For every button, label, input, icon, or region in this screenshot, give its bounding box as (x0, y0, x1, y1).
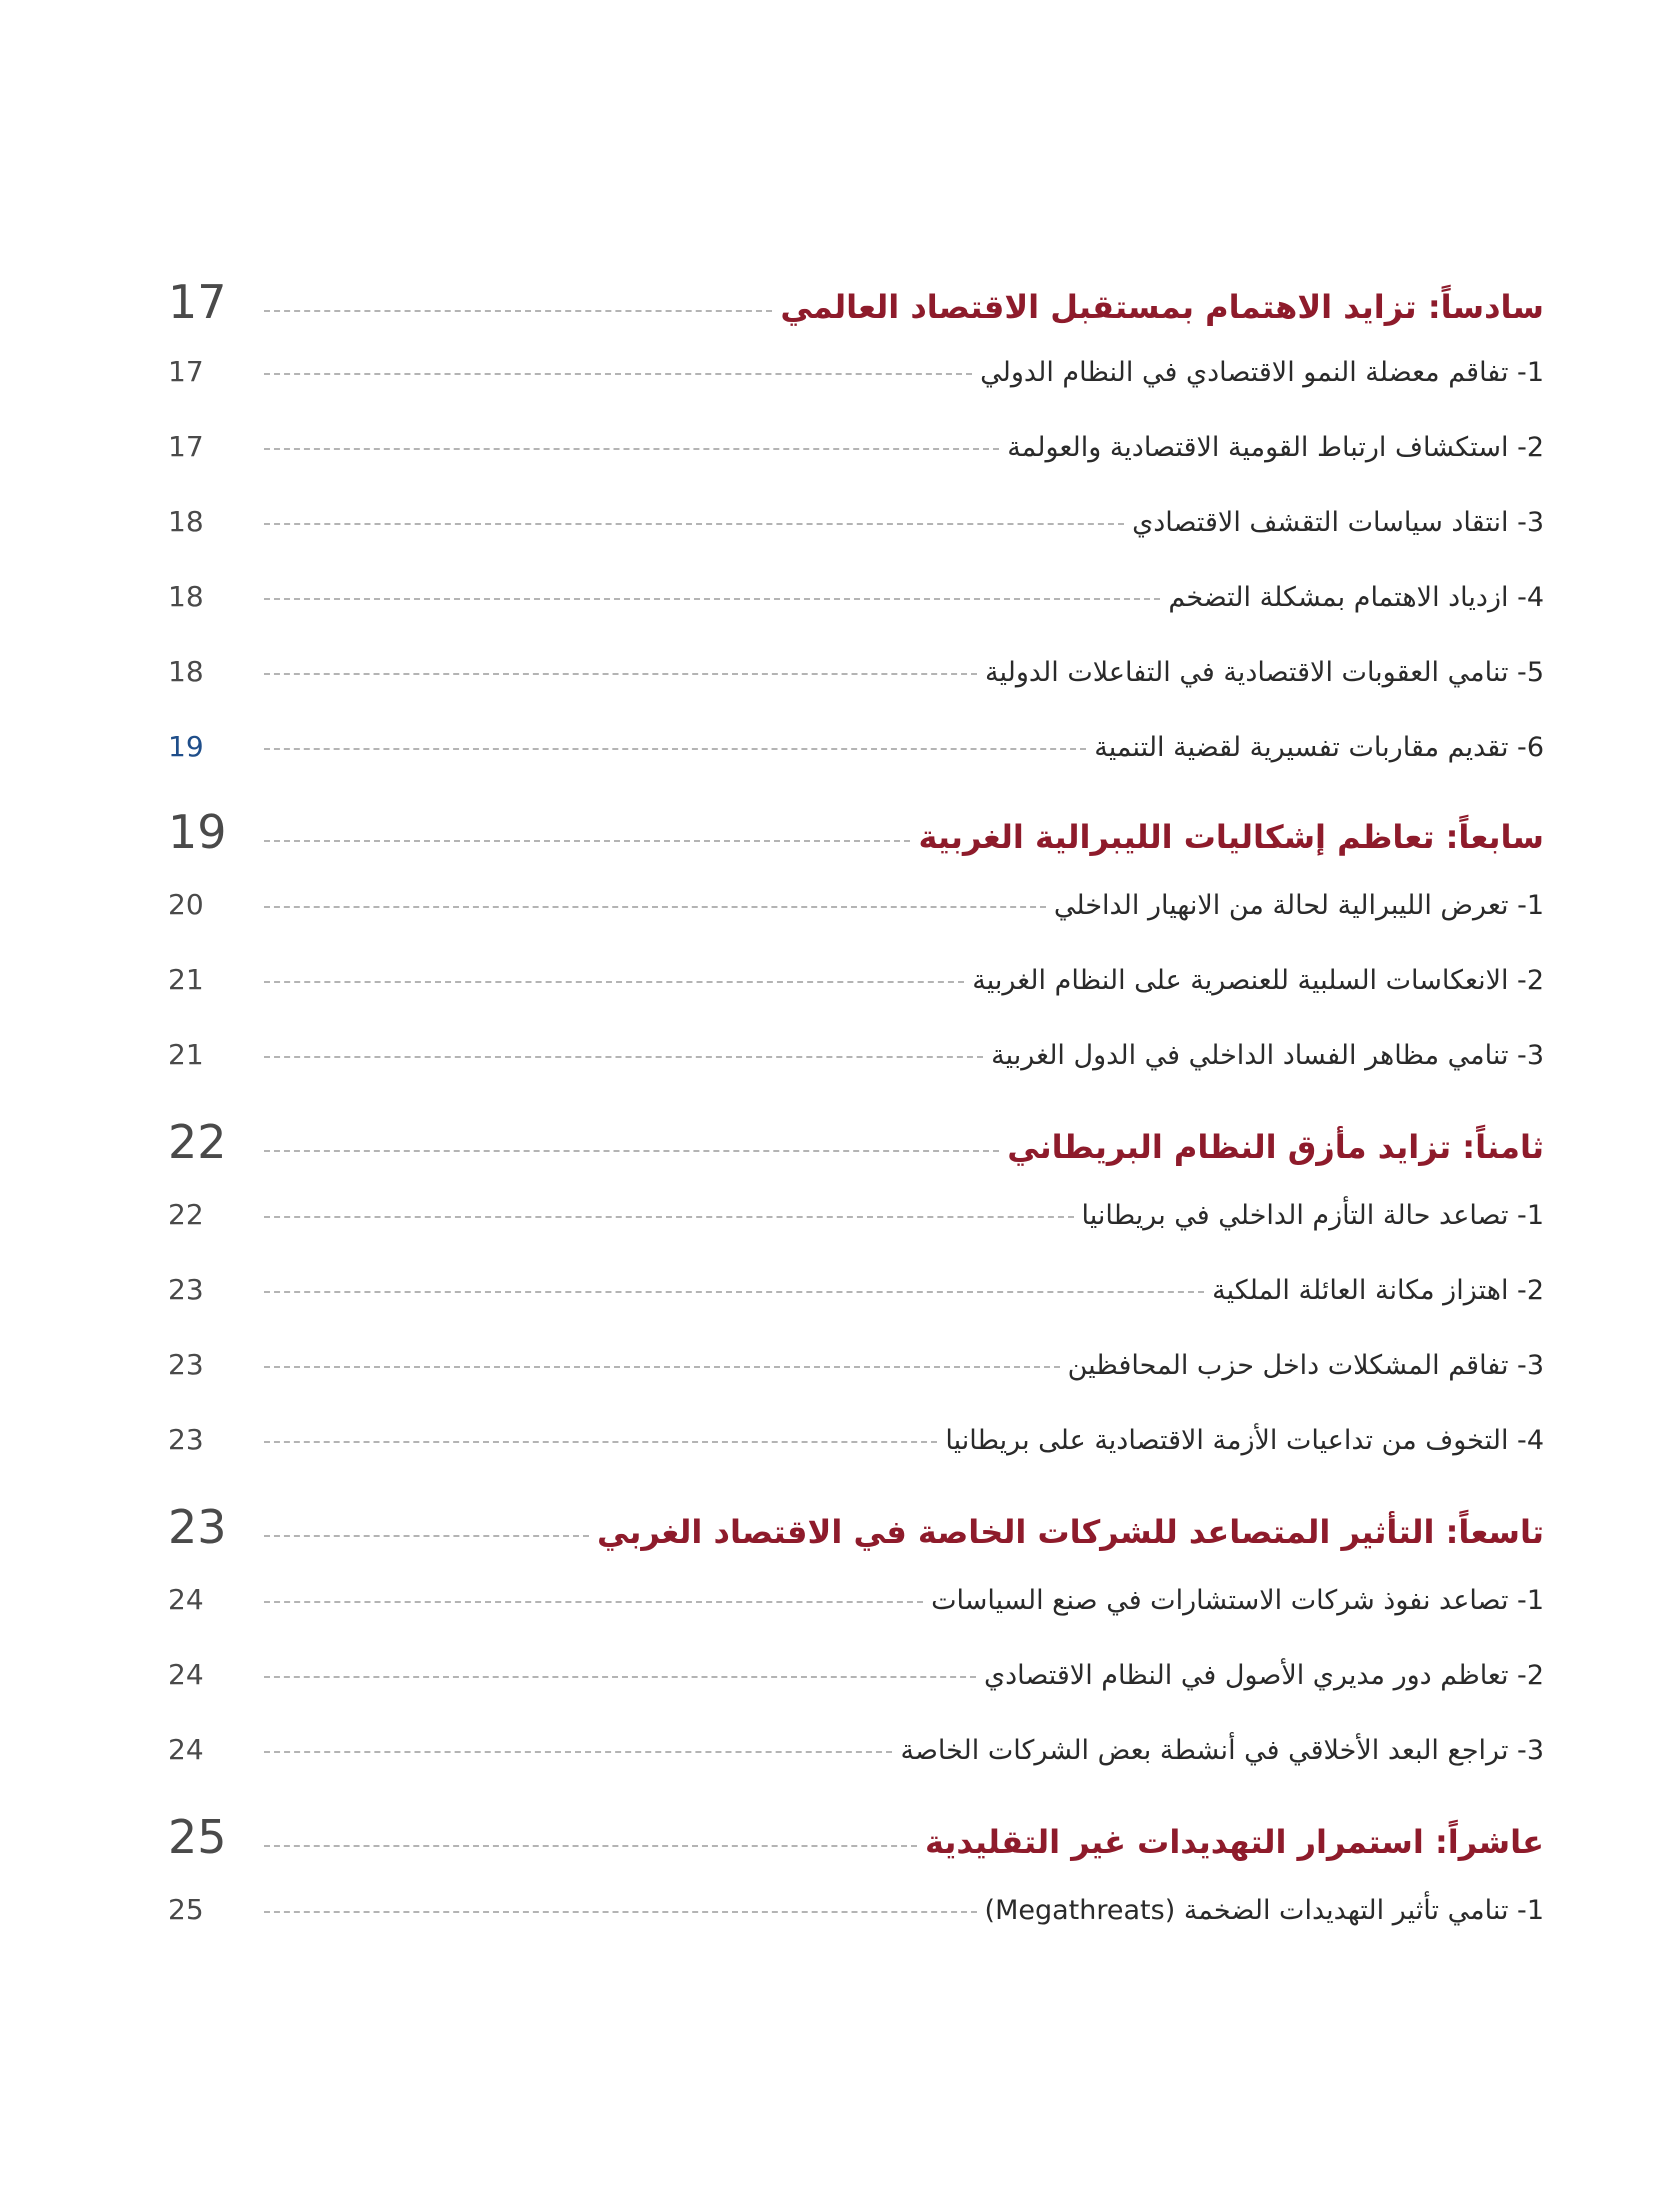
toc-section-8[interactable] (168, 1115, 1544, 1169)
dotted-leader (264, 748, 1086, 750)
dotted-leader (264, 1441, 937, 1443)
dotted-leader (264, 523, 1124, 525)
dotted-leader (264, 1150, 999, 1152)
toc-section-9[interactable] (168, 1500, 1544, 1554)
toc-page-number: 18 (168, 655, 204, 688)
toc-page-number: 23 (168, 1348, 204, 1381)
dotted-leader (264, 1676, 976, 1678)
toc-title: عاشراً: استمرار التهديدات غير التقليدية (924, 1823, 1544, 1861)
toc-title: 3- انتقاد سياسات التقشف الاقتصادي (1132, 507, 1544, 538)
toc-item[interactable] (168, 963, 1544, 996)
toc-page-number: 24 (168, 1658, 204, 1691)
toc-page-number: 25 (168, 1810, 227, 1864)
toc-item[interactable] (168, 430, 1544, 463)
toc-item[interactable] (168, 1733, 1544, 1766)
toc-item[interactable] (168, 1198, 1544, 1231)
dotted-leader (264, 373, 972, 375)
toc-title: 1- تنامي تأثير التهديدات الضخمة (Megathreats) (984, 1895, 1544, 1926)
dotted-leader (264, 1845, 917, 1847)
toc-title: سابعاً: تعاظم إشكاليات الليبرالية الغربية (918, 818, 1544, 856)
toc-title: 2- اهتزاز مكانة العائلة الملكية (1212, 1275, 1544, 1306)
toc-page-number: 21 (168, 1038, 204, 1071)
toc-title: 2- استكشاف ارتباط القومية الاقتصادية والعولمة (1007, 432, 1544, 463)
toc-section-10[interactable] (168, 1810, 1544, 1864)
toc-title: 6- تقديم مقاربات تفسيرية لقضية التنمية (1094, 732, 1544, 763)
dotted-leader (264, 1291, 1204, 1293)
toc-title: 3- تنامي مظاهر الفساد الداخلي في الدول الغربية (991, 1040, 1544, 1071)
toc-page-number: 21 (168, 963, 204, 996)
toc-title: 1- تعرض الليبرالية لحالة من الانهيار الداخلي (1053, 890, 1544, 921)
dotted-leader (264, 448, 999, 450)
toc-title: 2- تعاظم دور مديري الأصول في النظام الاقتصادي (983, 1660, 1544, 1691)
toc-item[interactable] (168, 1658, 1544, 1691)
toc-item[interactable] (168, 888, 1544, 921)
toc-page-number: 17 (168, 430, 204, 463)
dotted-leader (264, 598, 1160, 600)
toc-title: 1- تصاعد حالة التأزم الداخلي في بريطانيا (1081, 1200, 1544, 1231)
toc-item[interactable] (168, 1423, 1544, 1456)
toc-page-number: 18 (168, 505, 204, 538)
toc-page-number: 22 (168, 1198, 204, 1231)
dotted-leader (264, 1911, 977, 1913)
toc-page-number: 25 (168, 1893, 204, 1926)
toc-title: 4- ازدياد الاهتمام بمشكلة التضخم (1168, 582, 1544, 613)
toc-item[interactable] (168, 1348, 1544, 1381)
toc-section-7[interactable] (168, 805, 1544, 859)
dotted-leader (264, 1751, 892, 1753)
toc-title: 5- تنامي العقوبات الاقتصادية في التفاعلات الدولية (984, 657, 1544, 688)
toc-page-number: 22 (168, 1115, 227, 1169)
dotted-leader (264, 1601, 923, 1603)
toc-title: سادساً: تزايد الاهتمام بمستقبل الاقتصاد العالمي (780, 288, 1544, 326)
dotted-leader (264, 981, 964, 983)
dotted-leader (264, 673, 977, 675)
dotted-leader (264, 906, 1046, 908)
toc-page-number: 19 (168, 730, 204, 763)
dotted-leader (264, 840, 910, 842)
toc-item[interactable] (168, 1273, 1544, 1306)
toc-title: ثامناً: تزايد مأزق النظام البريطاني (1007, 1128, 1544, 1166)
toc-item[interactable] (168, 505, 1544, 538)
toc-item[interactable] (168, 730, 1544, 763)
toc-page-number: 23 (168, 1273, 204, 1306)
toc-title: 3- تراجع البعد الأخلاقي في أنشطة بعض الشركات الخاصة (900, 1735, 1544, 1766)
toc-title: 1- تصاعد نفوذ شركات الاستشارات في صنع السياسات (931, 1585, 1544, 1616)
toc-page-number: 24 (168, 1733, 204, 1766)
toc-page-number: 17 (168, 275, 227, 329)
toc-title: تاسعاً: التأثير المتصاعد للشركات الخاصة في الاقتصاد الغربي (597, 1513, 1544, 1551)
toc-item[interactable] (168, 580, 1544, 613)
toc-section-6[interactable] (168, 275, 1544, 329)
dotted-leader (264, 1366, 1060, 1368)
dotted-leader (264, 1216, 1074, 1218)
toc-page-number: 23 (168, 1500, 227, 1554)
dotted-leader (264, 1056, 983, 1058)
dotted-leader (264, 310, 772, 312)
toc-page-number: 19 (168, 805, 227, 859)
toc-page-number: 24 (168, 1583, 204, 1616)
toc-page-number: 18 (168, 580, 204, 613)
toc-item[interactable] (168, 355, 1544, 388)
toc-page-number: 23 (168, 1423, 204, 1456)
toc-title: 1- تفاقم معضلة النمو الاقتصادي في النظام الدولي (980, 357, 1544, 388)
dotted-leader (264, 1535, 589, 1537)
toc-title: 2- الانعكاسات السلبية للعنصرية على النظام الغربية (972, 965, 1544, 996)
toc-page-number: 17 (168, 355, 204, 388)
toc-page-number: 20 (168, 888, 204, 921)
toc-item[interactable] (168, 1893, 1544, 1926)
toc-item[interactable] (168, 1583, 1544, 1616)
toc-title: 4- التخوف من تداعيات الأزمة الاقتصادية على بريطانيا (945, 1425, 1544, 1456)
toc-item[interactable] (168, 1038, 1544, 1071)
toc-title: 3- تفاقم المشكلات داخل حزب المحافظين (1067, 1350, 1544, 1381)
toc-item[interactable] (168, 655, 1544, 688)
